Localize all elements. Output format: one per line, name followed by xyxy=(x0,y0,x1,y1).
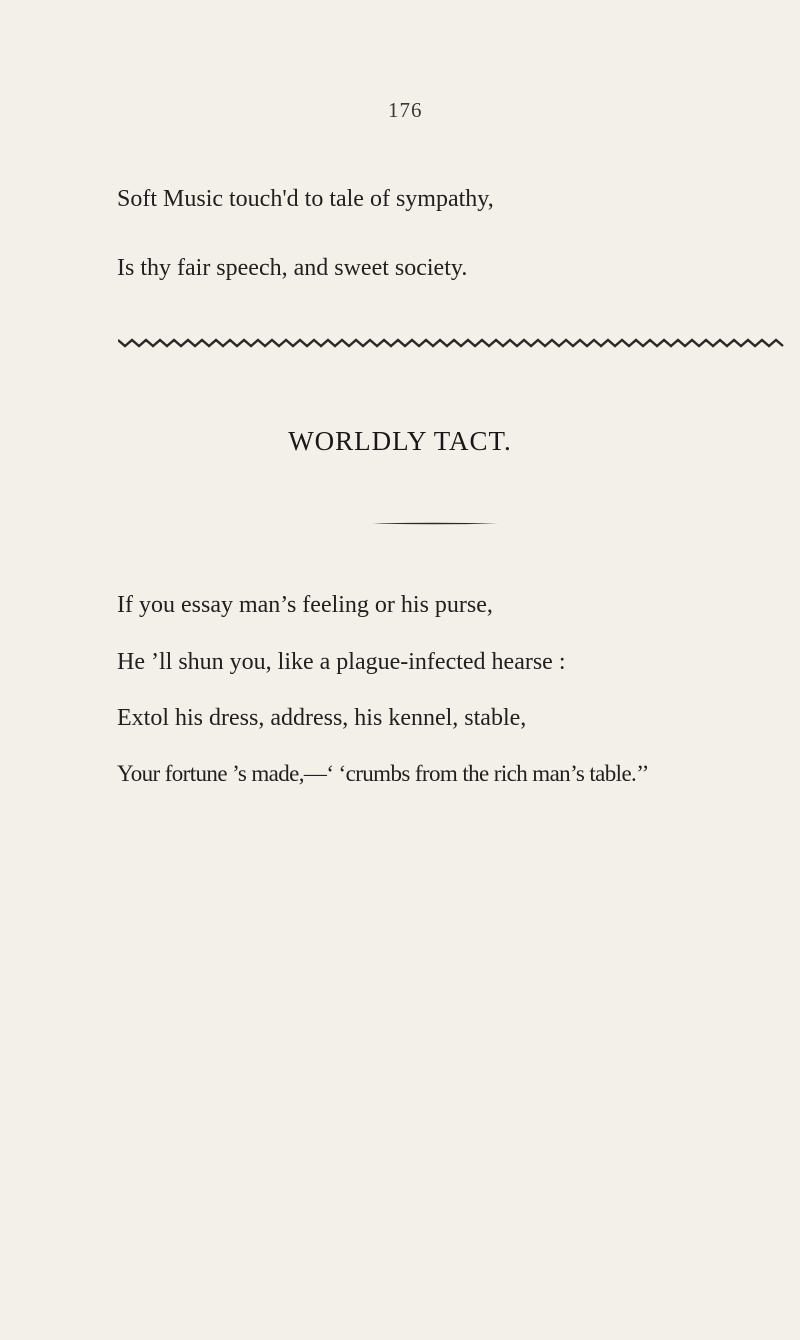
previous-poem-line-1: Soft Music touch'd to tale of sympathy, xyxy=(117,186,494,212)
poem-line-1: If you essay man’s feeling or his purse, xyxy=(117,592,493,618)
poem-title: WORLDLY TACT. xyxy=(288,426,512,456)
ornamental-divider xyxy=(118,336,786,350)
previous-poem-line-2: Is thy fair speech, and sweet society. xyxy=(117,255,468,281)
poem-line-2: He ’ll shun you, like a plague-infected hearse : xyxy=(117,649,566,675)
poem-line-4: Your fortune ’s made,—‘ ‘crumbs from the rich man’s table.’’ xyxy=(117,761,649,786)
poem-line-3: Extol his dress, address, his kennel, stable, xyxy=(117,705,527,731)
page-number: 176 xyxy=(388,98,423,122)
title-underline xyxy=(372,522,498,525)
